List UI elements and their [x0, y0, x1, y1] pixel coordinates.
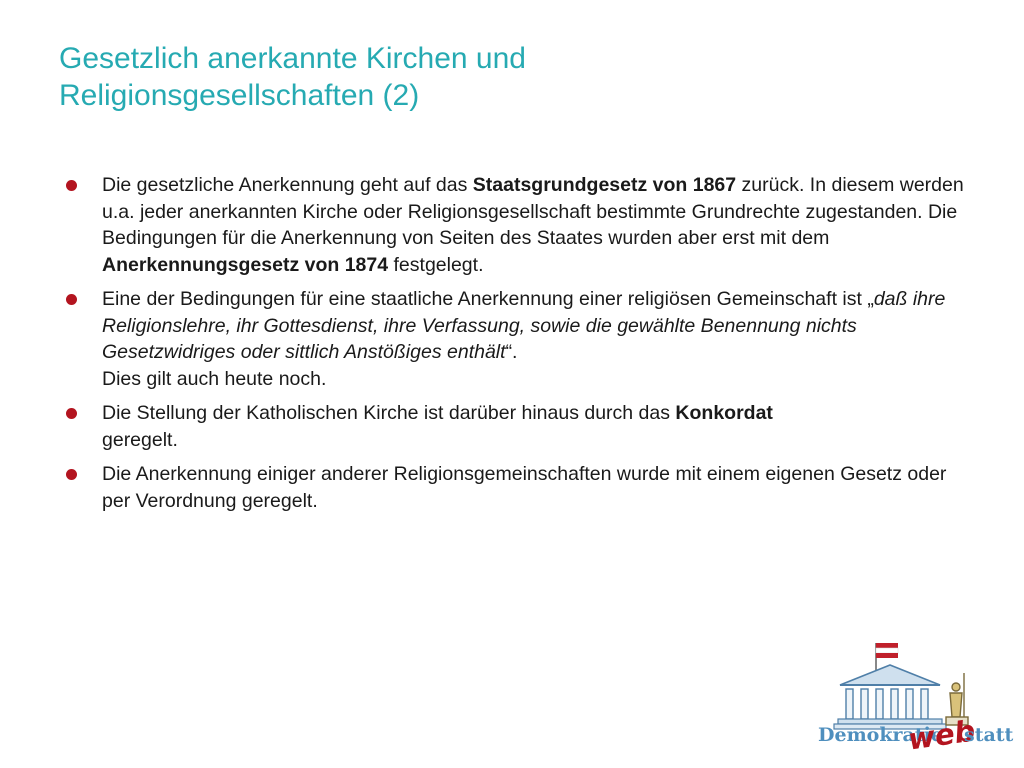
bullet-item-2 [66, 286, 971, 392]
slide-title [59, 40, 939, 114]
bullet-3-text-b: geregelt. [102, 428, 178, 451]
logo-word-web: web [905, 713, 978, 757]
demokratiewebstatt-logo [810, 633, 1014, 758]
logo-wordmark [810, 713, 1014, 757]
bullet-item-1 [66, 172, 971, 278]
slide-title-line-1: Gesetzlich anerkannte Kirchen und [59, 42, 526, 75]
bullet-2-text-a: Eine der Bedingungen für eine staatliche Anerkennung einer religiösen Gemeinschaft ist „ [102, 288, 874, 310]
bullet-list [66, 172, 971, 522]
bullet-text-4 [102, 463, 946, 512]
bullet-1-bold-anerkennungsgesetz: Anerkennungsgesetz von 1874 [102, 253, 389, 276]
bullet-dot-icon [66, 408, 77, 419]
bullet-2-italic-quote: daß ihre Religionslehre, ihr Gottesdienst, ihre Verfassung, sowie die gewählte Benennung nichts Gesetzwidriges oder sittlich Anstößiges enthält [102, 288, 946, 363]
bullet-2-text-b: “. [505, 341, 518, 363]
bullet-item-4 [66, 461, 971, 514]
bullet-dot-icon [66, 294, 77, 305]
bullet-3-bold-konkordat: Konkordat [675, 402, 773, 424]
bullet-2-text-c: Dies gilt auch heute noch. [102, 367, 327, 390]
bullet-1-text-c: festgelegt. [388, 253, 484, 276]
bullet-1-text-b: zurück. In diesem werden u.a. jeder anerkannten Kirche oder Religionsgesellschaft bestimmte Grundrechte zugestanden. Die Bedingungen für die Anerkennung von Seiten des Staates wurden aber erst mit dem [102, 174, 964, 249]
bullet-1-text-a: Die gesetzliche Anerkennung geht auf das [102, 174, 473, 196]
bullet-text-3 [102, 402, 773, 451]
bullet-dot-icon [66, 469, 77, 480]
bullet-text-1 [102, 174, 964, 276]
bullet-dot-icon [66, 180, 77, 191]
bullet-1-bold-staatsgrundgesetz: Staatsgrundgesetz von 1867 [472, 174, 737, 196]
logo-word-demokratie: Demokratie [818, 724, 943, 746]
bullet-text-2 [102, 288, 945, 390]
bullet-3-text-a: Die Stellung der Katholischen Kirche ist darüber hinaus durch das [102, 402, 676, 424]
bullet-4-text-a: Die Anerkennung einiger anderer Religionsgemeinschaften wurde mit einem eigenen Gesetz oder per Verordnung geregelt. [102, 463, 947, 512]
bullet-item-3 [66, 400, 971, 453]
logo-word-statt: statt [964, 724, 1014, 746]
slide-title-line-2: Religionsgesellschaften (2) [59, 79, 420, 112]
